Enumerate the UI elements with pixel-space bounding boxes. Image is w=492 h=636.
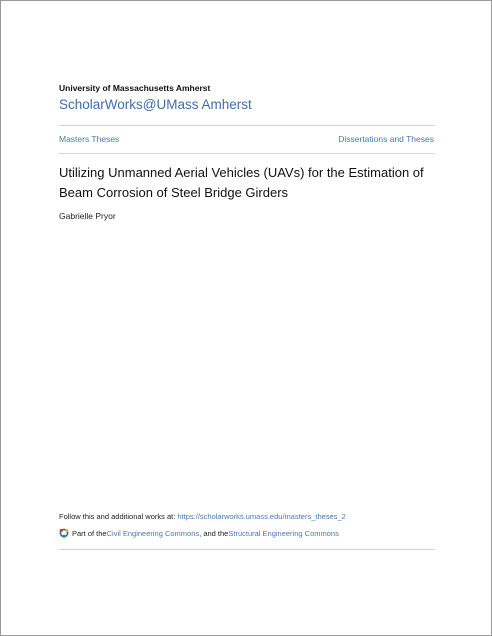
follow-text: Follow this and additional works at: xyxy=(59,512,178,521)
divider-top xyxy=(59,125,435,126)
divider-bottom xyxy=(59,549,435,550)
masters-theses-link[interactable]: Masters Theses xyxy=(59,134,120,144)
follow-line xyxy=(59,512,346,521)
divider-middle xyxy=(59,153,435,154)
part-of-prefix: Part of the xyxy=(72,528,107,538)
civil-engineering-commons-link[interactable]: Civil Engineering Commons xyxy=(106,528,200,538)
repository-url-link[interactable]: https://scholarworks.umass.edu/masters_theses_2 xyxy=(177,512,346,521)
document-title: Utilizing Unmanned Aerial Vehicles (UAVs) for the Estimation of Beam Corrosion of Steel Bridge Girders xyxy=(59,165,424,200)
part-of-conjunction: , and the xyxy=(199,528,229,538)
author-name: Gabrielle Pryor xyxy=(59,211,116,221)
network-icon xyxy=(59,528,69,538)
dissertations-theses-link[interactable]: Dissertations and Theses xyxy=(338,134,434,144)
structural-engineering-commons-link[interactable]: Structural Engineering Commons xyxy=(228,528,339,538)
repository-link[interactable]: ScholarWorks@UMass Amherst xyxy=(59,97,252,112)
institution-name: University of Massachusetts Amherst xyxy=(59,83,211,93)
part-of-line xyxy=(59,528,339,538)
